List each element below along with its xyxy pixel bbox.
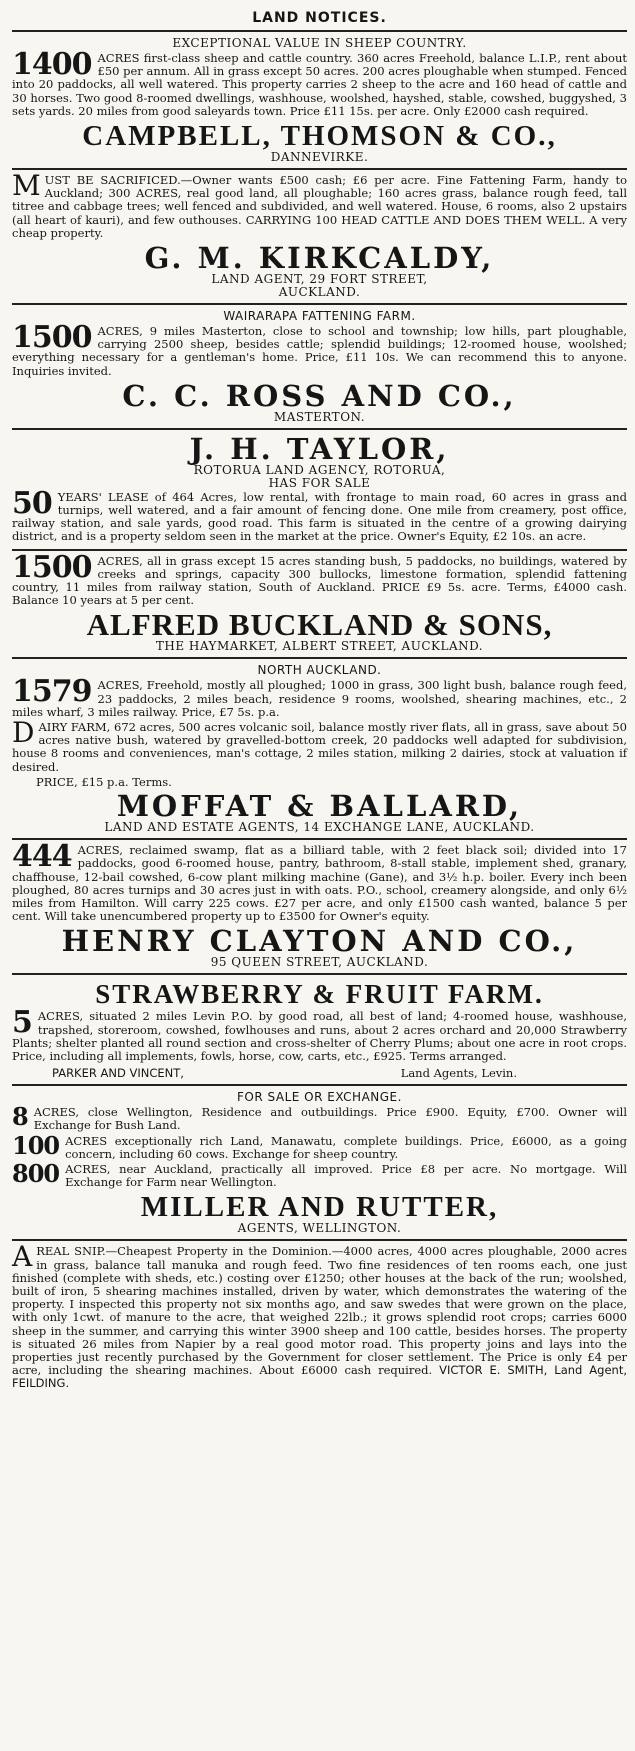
agent-name: VICTOR E. SMITH, Land Agent, FEILDING. (12, 1363, 627, 1391)
acreage-number: 800 (12, 1158, 60, 1188)
agent-address: Land Agents, Levin. (400, 1066, 517, 1081)
ad-body-text: ACRES, Freehold, mostly all ploughed; 1000 in grass, 300 light bush, balance rough feed, 23 paddocks, 2 miles beach, residence 9 rooms, woolshed, shearing machines, etc., 2 miles wharf, 3 miles railway. Price, £7 5s. p.a. (12, 678, 627, 719)
ad-body-text: UST BE SACRIFICED.—Owner wants £500 cash; £6 per acre. Fine Fattening Farm, handy to Auckland; 300 ACRES, real good land, all ploughable; 160 acres grass, balance rough feed, tall titree and cabbage trees; well fenced and subdivided, and well watered. House, 6 rooms, also 2 upstairs (all heart of kauri), and few outhouses. CARRYING 100 HEAD CATTLE AND DOES THEM WELL. A very cheap property. (12, 173, 627, 240)
agent-name: CAMPBELL, THOMSON & CO., (82, 120, 557, 153)
ad-body-text: YEARS' LEASE of 464 Acres, low rental, with frontage to main road, 60 acres in grass and turnips, well watered, and a fair amount of fencing done. One mile from creamery, post office, railway station, and sale yards, good road. This farm is situated in the centre of a growing dairying district, and is a property seldom seen in the market at the price. Owner's Equity, £2 10s. an acre. (12, 489, 627, 544)
acreage-number: 1579 (12, 674, 92, 710)
agent-name: MILLER AND RUTTER, (140, 1191, 499, 1224)
ad-clayton (12, 839, 627, 970)
divider (12, 30, 627, 32)
ad-body (12, 320, 627, 378)
divider (12, 838, 627, 840)
acreage-number: 1500 (12, 549, 92, 585)
drop-cap: D (12, 716, 35, 750)
ad-heading: NORTH AUCKLAND. (257, 663, 382, 678)
divider (12, 549, 627, 551)
divider (12, 303, 627, 305)
ad-kirkcaldy (12, 169, 627, 300)
agent-name: J. H. TAYLOR, (189, 431, 450, 466)
agent-address: LAND AND ESTATE AGENTS, 14 EXCHANGE LANE, AUCKLAND. (104, 820, 535, 835)
divider (12, 973, 627, 975)
divider (12, 657, 627, 659)
page-title: LAND NOTICES. (252, 10, 387, 26)
ad-ross (12, 309, 627, 424)
ad-body-text: REAL SNIP.—Cheapest Property in the Dominion.—4000 acres, 4000 acres ploughable, 2000 acres in grass, balance tall manuka and rough feed. Two fine residences of ten rooms each, one just finished (complete with sheds, etc.) costing over £1250; other houses at the back of the run; woolshed, built of iron, 5 shearing machines installed, driven by water, which demonstrates the watering of the property. I inspected this property not six months ago, and saw swedes that were grown on the place, with only 1cwt. of manure to the acre, that weighed 22lb.; it grows splendid root crops; carries 6000 sheep in the summer, and carrying this winter 3900 sheep and 100 cattle, besides horses. The property is situated 26 miles from Napier by a real good motor road. This property joins and lays into the properties just recently purchased by the Government for closer settlement. The Price is only £4 per acre, including the shearing machines. About £6000 cash required. (12, 1244, 627, 1378)
ad-body-text: ACRES, situated 2 miles Levin P.O. by good road, all best of land; 4-roomed house, washhouse, trapshed, storeroom, cowshed, fowlhouses and runs, about 2 acres orchard and 20,000 Strawberry Plants; shelter planted all round section and cross-shelter of Cherry Plums; about one acre in root crops. Price, including all implements, fowls, horse, cow, carts, etc., £925. Terms arranged. (12, 1009, 627, 1063)
ad-victor-smith (12, 1240, 627, 1391)
drop-cap: A (12, 1240, 33, 1274)
ad-taylor (12, 431, 627, 545)
ad-miller-rutter (12, 1090, 627, 1235)
ad-body (12, 169, 627, 240)
ad-body (12, 47, 627, 118)
acreage-number: 1500 (12, 320, 92, 356)
agent-address: LAND AGENT, 29 FORT STREET, (211, 272, 428, 287)
ad-heading: STRAWBERRY & FRUIT FARM. (95, 979, 544, 1010)
ad-item (12, 1102, 627, 1133)
drop-cap: M (12, 169, 41, 203)
agent-address: AGENTS, WELLINGTON. (237, 1221, 402, 1236)
ad-heading: FOR SALE OR EXCHANGE. (237, 1090, 402, 1105)
ad-body (12, 549, 627, 608)
agent-location: AUCKLAND. (278, 285, 361, 300)
divider (12, 1084, 627, 1086)
agent-line (12, 1066, 627, 1080)
acreage-number: 444 (12, 839, 72, 875)
agent-note: HAS FOR SALE (268, 475, 371, 490)
ad-moffat-ballard (12, 663, 627, 834)
ad-body-2 (12, 716, 627, 774)
ad-item (12, 1130, 627, 1161)
ad-price: PRICE, £15 p.a. Terms. (36, 774, 172, 789)
ad-body-text: ACRES first-class sheep and cattle country. 360 acres Freehold, balance L.I.P., rent about £50 per annum. All in grass except 50 acres. 200 acres ploughable when stumped. Fenced into 20 paddocks, all well watered. This property carries 2 sheep to the acre and 160 head of cattle and 30 horses. Two good 8-roomed dwellings, washhouse, woolshed, hayshed, stable, cowshed, buggyshed, 3 sets yards. 20 miles from good saleyards town. Price £11 15s. per acre. Only £2000 cash required. (12, 51, 627, 118)
agent-name: C. C. ROSS AND CO., (122, 378, 517, 413)
ad-buckland (12, 549, 627, 654)
ad-parker-vincent (12, 979, 627, 1080)
acreage-number: 8 (12, 1102, 28, 1132)
ad-body (12, 1240, 627, 1391)
ad-body-text: ACRES, reclaimed swamp, flat as a billiard table, with 2 feet black soil; divided into 17 paddocks, good 6-roomed house, pantry, bathroom, 8-stall stable, implement shed, granary, chaffhouse, 12-bail cowshed, 6-cow plant milking machine (Gane), and 3½ h.p. boiler. Every inch been ploughed, 80 acres turnips and 30 acres just in with oats. P.O., school, creamery alongside, and only 6½ miles from Hamilton. Will carry 225 cows. £27 per acre, and only £1500 cash wanted, balance 5 per cent. Will take unencumbered property up to £3500 for Owner's equity. (12, 843, 627, 924)
agent-address: ROTORUA LAND AGENCY, ROTORUA, (193, 462, 446, 477)
ad-item (12, 1158, 627, 1190)
ad-body-text: ACRES, all in grass except 15 acres standing bush, 5 paddocks, no buildings, watered by creeks and springs, capacity 300 bullocks, limestone formation, splendid fattening country, 11 miles from railway station, South of Auckland. PRICE £9 5s. acre. Terms, £4000 cash. Balance 10 years at 5 per cent. (12, 553, 627, 608)
agent-name: G. M. KIRKCALDY, (144, 241, 495, 276)
ad-heading: EXCEPTIONAL VALUE IN SHEEP COUNTRY. (172, 36, 467, 50)
acreage-number: 50 (12, 485, 52, 521)
ad-body-text: ACRES exceptionally rich Land, Manawatu, complete buildings. Price, £6000, as a going concern, including 60 cows. Exchange for sheep country. (65, 1133, 627, 1161)
agent-location: DANNEVIRKE. (270, 150, 369, 165)
acreage-number: 5 (12, 1005, 32, 1041)
divider (12, 428, 627, 430)
agent-name: PARKER AND VINCENT, (52, 1066, 184, 1081)
ad-body (12, 674, 627, 719)
ad-campbell-thomson (12, 36, 627, 164)
agent-name: HENRY CLAYTON AND CO., (61, 924, 578, 959)
ad-heading: WAIRARAPA FATTENING FARM. (223, 309, 416, 324)
ad-body (12, 1005, 627, 1063)
divider (12, 168, 627, 170)
acreage-number: 100 (12, 1130, 60, 1160)
ad-body-text: AIRY FARM, 672 acres, 500 acres volcanic soil, balance mostly river flats, all in grass, save about 50 acres native bush, watered by gravelled-bottom creek, 20 paddocks well adapted for subdivision, house 8 rooms and conveniences, man's cottage, 2 miles station, milking 2 dairies, stock at valuation if desired. (12, 720, 627, 774)
ad-body-text: ACRES, near Auckland, practically all improved. Price £8 per acre. No mortgage. Will Exchange for Farm near Wellington. (65, 1161, 627, 1190)
ad-body (12, 839, 627, 924)
ad-body-text: ACRES, close Wellington, Residence and outbuildings. Price £900. Equity, £700. Owner will Exchange for Bush Land. (33, 1105, 627, 1133)
agent-address: THE HAYMARKET, ALBERT STREET, AUCKLAND. (155, 639, 484, 654)
ad-body-text: ACRES, 9 miles Masterton, close to school and township; low hills, part ploughable, carrying 2500 sheep, besides cattle; splendid buildings; 12-roomed house, woolshed; everything necessary for a gentleman's home. Price, £11 10s. We can recommend this to anyone. Inquiries invited. (12, 324, 627, 378)
agent-address: 95 QUEEN STREET, AUCKLAND. (210, 955, 429, 970)
acreage-number: 1400 (12, 47, 92, 82)
agent-location: MASTERTON. (273, 409, 366, 424)
divider (12, 1239, 627, 1241)
ad-body (12, 485, 627, 544)
agent-name: ALFRED BUCKLAND & SONS, (86, 607, 553, 643)
agent-name: MOFFAT & BALLARD, (116, 789, 523, 824)
